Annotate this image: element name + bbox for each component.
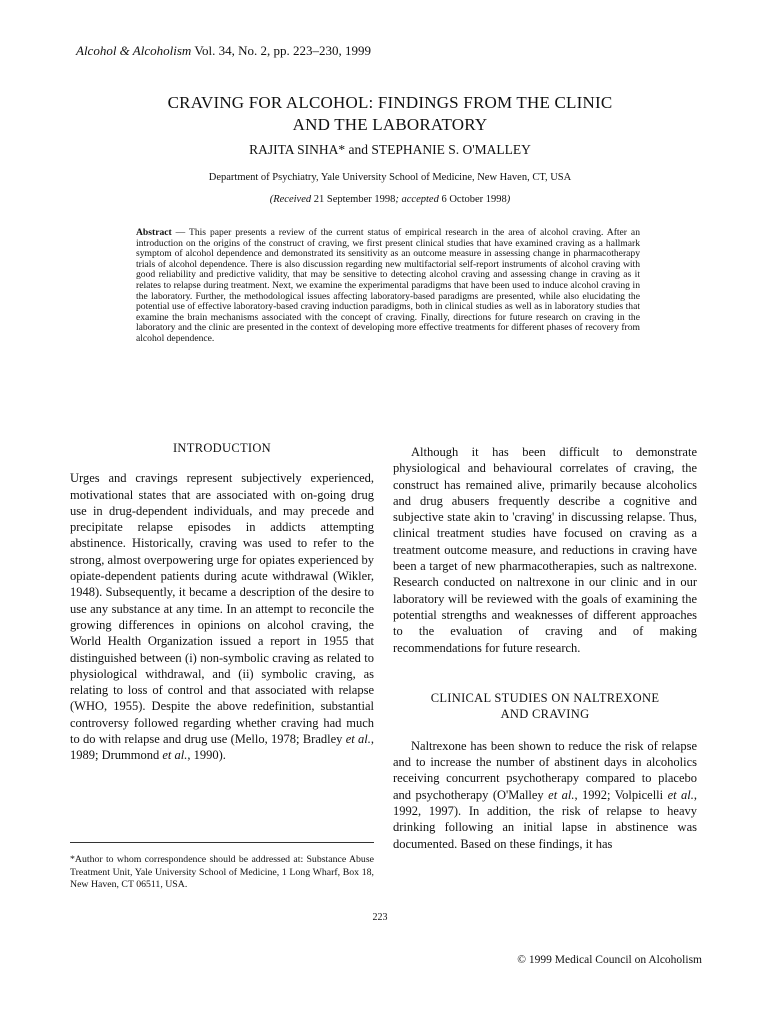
title-line-1: CRAVING FOR ALCOHOL: FINDINGS FROM THE CLINIC: [167, 93, 613, 112]
p2-text-b: , 1992; Volpicelli: [574, 787, 668, 802]
title-line-2: AND THE LABORATORY: [292, 115, 488, 134]
heading-line-1: CLINICAL STUDIES ON NALTREXONE: [430, 690, 660, 705]
volume-info: Vol. 34, No. 2, pp. 223–230, 1999: [191, 43, 372, 58]
paper-title: [100, 92, 680, 136]
page-number: 223: [372, 912, 388, 923]
p2-text-c: , 1992, 1997). In addition, the risk of relapse to heavy drinking following an initial lapse in abstinence was documented. Based on these findings, it has: [393, 787, 698, 851]
p2-etal-1: et al.: [548, 787, 575, 802]
intro-text-c: , 1990).: [187, 748, 226, 763]
right-paragraph-2: [393, 738, 697, 852]
right-paragraph-1: Although it has been difficult to demonstrate physiological and behavioural correlates of craving, the construct has remained alive, primarily because alcoholics and drug abusers frequently describe a cognitive and subjective state akin to 'craving' in discussing relapse. Thus, clinical treatment studies have focused on craving as a treatment outcome measure, and reductions in craving have been a target of new pharmacotherapies, such as naltrexone. Research conducted on naltrexone in our clinic and in our laboratory will be reviewed with the goals of examining the potential strengths and weaknesses of different approaches to the evaluation of craving and of making recommendations for future research.: [393, 445, 697, 655]
section-heading-clinical-studies: [393, 690, 697, 722]
received-open: (Received: [269, 194, 314, 205]
intro-text-a: Urges and cravings represent subjectively experienced, motivational states that are associated with on-going drug use in drug-dependent individuals, and may precede and precipitate relapse episodes in addicts attempting abstinence. Historically, craving was used to refer to the strong, almost overpowering urge for opiates experienced by opiate-dependent patients during acute withdrawal (Wikler, 1948). Subsequently, it became a description of the desire to use any substance at any time. In an attempt to reconcile the growing differences in opinions on alcohol craving, the World Health Organization issued a report in 1955 that distinguished between (i) non-symbolic craving as related to physiological withdrawal, and (ii) symbolic craving, as relating to loss of control and that associated with relapse (WHO, 1955). Despite the above redefinition, substantial controversy followed regarding whether craving had much to do with relapse and drug use (Mello, 1978; Bradley: [70, 471, 374, 747]
left-column: [70, 440, 374, 764]
intro-paragraph: [70, 470, 374, 763]
author-footnote: *Author to whom correspondence should be addressed at: Substance Abuse Treatment Unit, Yale University School of Medicine, 1 Long Wharf, Box 18, New Haven, CT 06511, USA.: [70, 854, 374, 890]
received-mid: ; accepted: [395, 194, 442, 205]
abstract-label: Abstract: [136, 227, 172, 238]
authors: RAJITA SINHA* and STEPHANIE S. O'MALLEY: [249, 142, 531, 157]
received-close: ): [506, 194, 511, 205]
p2-text-a: Naltrexone has been shown to reduce the risk of relapse and to increase the number of abstinent days in alcoholics receiving concurrent psychotherapy compared to placebo and psychotherapy (O'Malley: [393, 738, 697, 802]
intro-etal-2: et al.: [162, 748, 188, 763]
received-dates: [100, 194, 680, 205]
footnote-divider: [70, 842, 374, 843]
journal-citation: [76, 43, 371, 59]
received-date: 21 September 1998: [313, 194, 396, 205]
intro-text-b: , 1989; Drummond: [70, 732, 375, 763]
accepted-date: 6 October 1998: [441, 194, 507, 205]
intro-etal-1: et al.: [345, 732, 371, 747]
abstract: [136, 228, 640, 345]
heading-line-2: AND CRAVING: [500, 706, 590, 721]
copyright-notice: © 1999 Medical Council on Alcoholism: [517, 954, 702, 966]
journal-name: Alcohol & Alcoholism: [76, 43, 192, 58]
right-column: [393, 444, 697, 852]
p2-etal-2: et al.: [667, 787, 694, 802]
affiliation: Department of Psychiatry, Yale University School of Medicine, New Haven, CT, USA: [208, 172, 572, 183]
section-heading-introduction: INTRODUCTION: [172, 441, 272, 455]
abstract-text: — This paper presents a review of the current status of empirical research in the area of alcohol craving. After an introduction on the origins of the construct of craving, we first present clinical studies that have examined craving as a hallmark symptom of alcohol dependence and demonstrated its sensitivity as an outcome measure in assessing change in pharmacotherapy trials of alcohol dependence. There is also discussion regarding new multifactorial self-report instruments of alcohol craving with good reliability and predictive validity, that may be sensitive to detecting alcohol craving and assessing change in craving as it relates to relapse during treatment. Next, we examine the experimental paradigms that have been used to induce alcohol craving in the laboratory. Further, the methodological issues affecting laboratory-based paradigms are presented, while also elucidating the potential use of effective laboratory-based craving induction paradigms, both in clinical studies as well as in laboratory studies that examine the brain mechanisms associated with the concept of craving. Finally, directions for future research on craving in the laboratory and the clinic are presented in the context of developing more effective treatments for different phases of recovery from alcohol dependence.: [136, 227, 640, 344]
